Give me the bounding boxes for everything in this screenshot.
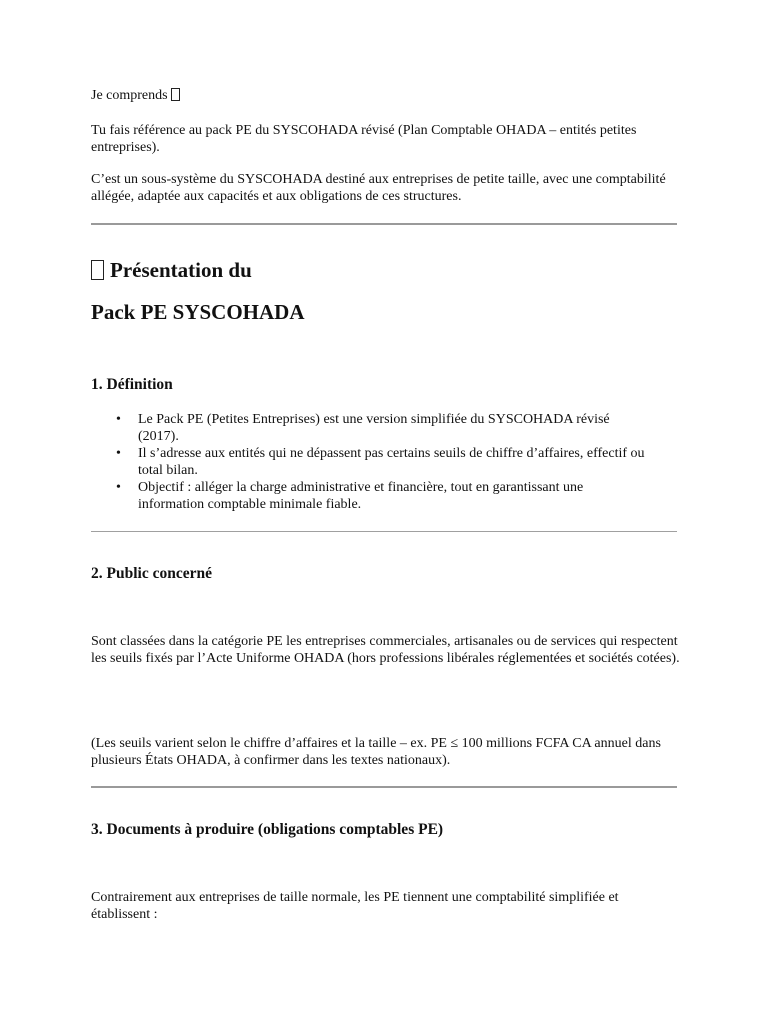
heading-documents: 3. Documents à produire (obligations comptables PE) (91, 821, 444, 838)
intro-paragraph-1 (91, 122, 681, 156)
divider (91, 531, 677, 532)
title-line-2: Pack PE SYSCOHADA (91, 300, 305, 324)
list-item (91, 445, 651, 479)
list-item (91, 411, 651, 445)
bullet-icon: • (116, 412, 121, 427)
section-1-heading (91, 375, 681, 394)
bullet-icon: • (116, 480, 121, 495)
list-item-text: Le Pack PE (Petites Entreprises) est une version simplifiée du SYSCOHADA révisé (2017). (138, 412, 610, 444)
heading-public: 2. Public concerné (91, 565, 212, 582)
section-2-paragraph-2 (91, 735, 681, 769)
divider (91, 786, 677, 788)
intro-ack (91, 87, 681, 104)
list-item-text: Il s’adresse aux entités qui ne dépassent pas certains seuils de chiffre d’affaires, effectif ou total bilan. (138, 446, 645, 478)
divider (91, 223, 677, 225)
list-item (91, 479, 651, 513)
bullet-icon: • (116, 446, 121, 461)
section-2-paragraph-1 (91, 633, 681, 667)
section-2-heading (91, 564, 681, 583)
title-line-1: Présentation du (110, 258, 252, 282)
section-3-heading (91, 820, 681, 839)
documents-p1-text: Contrairement aux entreprises de taille normale, les PE tiennent une comptabilité simplifiée et établissent : (91, 890, 619, 922)
definition-list (91, 411, 651, 513)
missing-glyph-icon (91, 260, 104, 280)
heading-definition: 1. Définition (91, 376, 173, 393)
missing-glyph-icon (171, 88, 180, 101)
intro-p2-text: C’est un sous-système du SYSCOHADA destiné aux entreprises de petite taille, avec une comptabilité allégée, adaptée aux capacités et aux obligations de ces structures. (91, 172, 666, 204)
intro-paragraph-2 (91, 171, 681, 205)
section-3-paragraph-1 (91, 889, 681, 923)
list-item-text: Objectif : alléger la charge administrative et financière, tout en garantissant une information comptable minimale fiable. (138, 480, 584, 512)
public-p2-text: (Les seuils varient selon le chiffre d’affaires et la taille – ex. PE ≤ 100 millions FCFA CA annuel dans plusieurs États OHADA, à confirmer dans les textes nationaux). (91, 736, 661, 768)
section-title (91, 257, 681, 283)
public-p1-text: Sont classées dans la catégorie PE les entreprises commerciales, artisanales ou de services qui respectent les seuils fixés par l’Acte Uniforme OHADA (hors professions libérales réglementées et sociétés cotées). (91, 634, 680, 666)
section-title-line-2 (91, 299, 681, 325)
intro-ack-text: Je comprends (91, 88, 168, 103)
intro-p1-text: Tu fais référence au pack PE du SYSCOHADA révisé (Plan Comptable OHADA – entités petites entreprises). (91, 123, 637, 155)
